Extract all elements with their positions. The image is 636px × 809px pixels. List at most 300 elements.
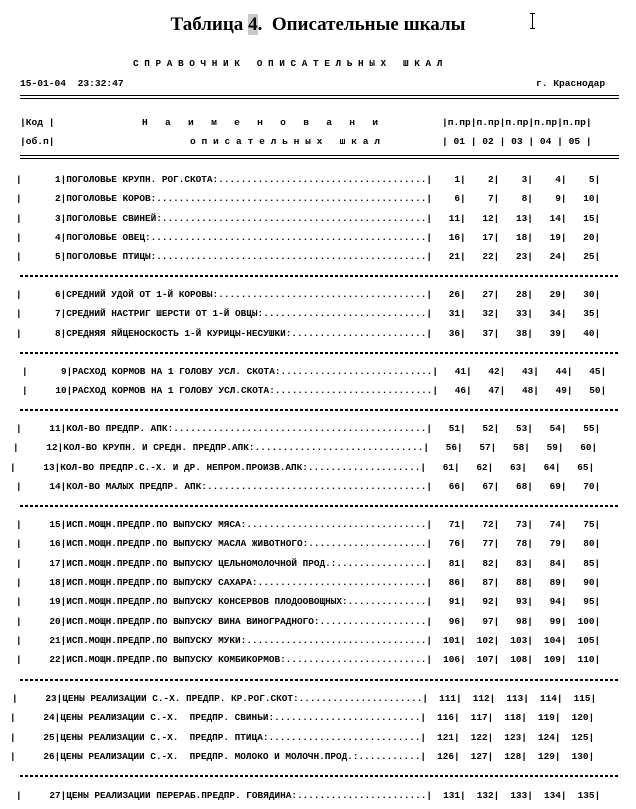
cell-separator: | [493, 174, 500, 185]
row-value-05: 120 [571, 712, 589, 724]
row-value-05: 80 [583, 538, 595, 550]
row-code: 13 [43, 461, 55, 473]
cell-separator: | [490, 442, 497, 454]
header-name-line2: о п и с а т е л ь н ы х ш к а л [190, 136, 380, 147]
cell-separator: | [456, 693, 462, 704]
row-name-cell [66, 790, 426, 802]
cell-separator: | [460, 289, 466, 300]
row-value-03: 53 [516, 423, 528, 434]
cell-separator: | [426, 654, 432, 666]
row-border: | [16, 308, 22, 320]
cell-separator: | [426, 576, 432, 588]
row-code: 21 [49, 634, 61, 646]
row-code: 10 [55, 385, 67, 397]
row-separator: | [56, 693, 63, 704]
row-name-cell [66, 538, 426, 550]
caption-suffix: . Описательные шкалы [257, 14, 466, 35]
group-separator [20, 505, 620, 507]
row-border: | [588, 731, 595, 743]
row-code: 20 [49, 615, 61, 627]
row-name: КОЛ-ВО МАЛЫХ ПРЕДПР. АПК: [66, 480, 207, 492]
row-value-04: 24 [549, 251, 561, 263]
row-value-01: 81 [448, 557, 460, 569]
table-row [16, 423, 600, 435]
row-separator: | [60, 174, 67, 185]
row-name-cell [66, 654, 426, 666]
row-value-04: 14 [549, 212, 561, 224]
cell-separator: | [460, 174, 466, 185]
row-border: | [16, 327, 22, 339]
cell-separator: | [493, 423, 500, 434]
cell-separator: | [560, 654, 567, 666]
row-value-04: 49 [555, 385, 567, 397]
table-row [16, 213, 600, 225]
row-value-05: 10 [583, 193, 595, 205]
row-name-cell [66, 328, 426, 340]
cell-separator: | [527, 576, 533, 588]
row-border: | [590, 693, 597, 704]
row-border: | [594, 790, 601, 801]
row-value-03: 118 [504, 712, 522, 724]
cell-separator: | [459, 251, 466, 263]
cell-separator: | [487, 461, 494, 473]
cell-separator: | [524, 442, 530, 454]
row-name: ИСП.МОЩН.ПРЕДПР.ПО ВЫПУСКУ САХАРА: [66, 576, 258, 588]
cell-separator: | [432, 385, 438, 397]
row-code: 11 [49, 423, 61, 434]
cell-separator: | [566, 366, 573, 377]
table-row [16, 596, 600, 608]
cell-separator: | [493, 576, 500, 588]
cell-separator: | [460, 327, 466, 339]
row-border: | [16, 557, 22, 569]
cell-separator: | [454, 461, 460, 473]
row-name-cell [66, 423, 426, 435]
row-name: ЦЕНЫ РЕАЛИЗАЦИИ С.-Х. ПРЕДПР. СВИНЬИ: [60, 712, 275, 724]
row-value-04: 79 [549, 538, 561, 550]
row-leader-dots: ............................. [263, 308, 427, 320]
cell-separator: | [556, 693, 563, 704]
row-leader-dots: ................................ [246, 519, 427, 530]
row-value-03: 3 [521, 174, 528, 185]
row-value-02: 77 [482, 538, 494, 550]
row-leader-dots: .......................... [274, 712, 421, 724]
cell-separator: | [533, 385, 539, 397]
row-separator: | [57, 442, 64, 454]
row-separator: | [66, 385, 73, 397]
row-code: 9 [61, 366, 67, 377]
row-code: 1 [55, 174, 61, 185]
row-name: ИСП.МОЩН.ПРЕДПР.ПО ВЫПУСКУ МЯСА: [66, 519, 247, 530]
row-border: | [16, 538, 22, 550]
row-code: 24 [43, 712, 55, 724]
row-name: СРЕДНИЙ НАСТРИГ ШЕРСТИ ОТ 1-Й ОВЦЫ: [66, 308, 264, 320]
cell-separator: | [527, 289, 533, 300]
row-border: | [594, 231, 601, 243]
row-value-02: 7 [487, 193, 494, 205]
row-value-02: 27 [482, 289, 494, 300]
row-border: | [600, 385, 607, 397]
row-leader-dots: ................ [336, 557, 427, 569]
row-value-01: 11 [448, 212, 460, 224]
row-name: ИСП.МОЩН.ПРЕДПР.ПО ВЫПУСКУ КОНСЕРВОВ ПЛОДООВОЩНЫХ: [66, 596, 348, 608]
row-value-04: 129 [538, 750, 555, 762]
row-border: | [16, 634, 22, 646]
row-value-02: 102 [476, 634, 494, 646]
row-value-01: 6 [454, 193, 460, 205]
row-value-01: 41 [454, 366, 466, 377]
row-value-02: 132 [476, 790, 494, 801]
row-value-02: 32 [482, 308, 494, 320]
table-row [16, 635, 600, 647]
row-border: | [588, 461, 595, 473]
row-value-02: 117 [470, 712, 488, 724]
row-name-cell [66, 193, 426, 205]
row-value-04: 39 [549, 327, 561, 339]
row-name-cell [66, 232, 426, 244]
row-name: ИСП.МОЩН.ПРЕДПР.ПО ВЫПУСКУ ВИНА ВИНОГРАДНОГО: [66, 615, 320, 627]
cell-separator: | [554, 461, 561, 473]
row-leader-dots: ............................................... [161, 212, 427, 224]
group-separator [20, 775, 620, 777]
table-row [16, 577, 600, 589]
cell-separator: | [460, 654, 466, 666]
row-separator: | [60, 251, 67, 263]
cell-separator: | [432, 366, 438, 377]
row-value-05: 125 [571, 731, 589, 743]
cell-separator: | [426, 212, 432, 224]
row-name: СРЕДНЯЯ ЯЙЦЕНОСКОСТЬ 1-Й КУРИЦЫ-НЕСУШКИ: [66, 327, 292, 339]
cell-separator: | [493, 538, 500, 550]
row-value-04: 44 [555, 366, 567, 377]
row-name-cell [66, 289, 426, 301]
table-row [22, 366, 606, 378]
row-value-04: 124 [538, 731, 555, 743]
cell-separator: | [454, 731, 460, 743]
report-title: С П Р А В О Ч Н И К О П И С А Т Е Л Ь Н Ы Х Ш К А Л [133, 58, 443, 69]
row-separator: | [54, 731, 61, 743]
row-value-01: 96 [448, 615, 460, 627]
row-value-01: 51 [448, 423, 460, 434]
row-border: | [22, 366, 28, 377]
row-separator: | [54, 712, 61, 724]
row-value-03: 113 [506, 693, 524, 704]
cell-separator: | [527, 423, 533, 434]
row-value-03: 133 [510, 790, 528, 801]
row-leader-dots: ................... [319, 615, 427, 627]
cell-separator: | [420, 750, 426, 762]
row-border: | [594, 193, 601, 205]
row-name-cell [66, 635, 426, 647]
cell-separator: | [560, 174, 567, 185]
table-row [16, 193, 600, 205]
row-value-01: 31 [448, 308, 460, 320]
row-border: | [16, 576, 22, 588]
cell-separator: | [426, 251, 432, 263]
row-leader-dots: ............................................. [173, 423, 427, 434]
row-name-cell [62, 693, 422, 705]
cell-separator: | [420, 461, 426, 473]
group-separator [20, 409, 620, 411]
cell-separator: | [560, 231, 567, 243]
cell-separator: | [456, 442, 463, 454]
row-border: | [594, 615, 601, 627]
table-row [16, 232, 600, 244]
row-code: 5 [55, 251, 61, 263]
row-value-04: 109 [544, 654, 561, 666]
header-code-line1: |Код | [20, 117, 55, 128]
row-name: ИСП.МОЩН.ПРЕДПР.ПО ВЫПУСКУ МУКИ: [66, 634, 247, 646]
row-border: | [10, 712, 16, 724]
cell-separator: | [527, 480, 533, 492]
row-value-04: 19 [549, 231, 561, 243]
cell-separator: | [527, 557, 533, 569]
row-value-02: 92 [482, 596, 494, 608]
row-border: | [16, 251, 22, 263]
row-border: | [588, 712, 595, 724]
cell-separator: | [493, 193, 500, 205]
row-border: | [594, 289, 601, 300]
row-value-03: 83 [516, 557, 528, 569]
row-value-03: 8 [521, 193, 528, 205]
row-code: 12 [46, 442, 58, 454]
row-leader-dots: .................... [307, 461, 421, 473]
cell-separator: | [527, 251, 533, 263]
cell-separator: | [560, 576, 567, 588]
row-separator: | [54, 461, 61, 473]
row-value-01: 36 [448, 327, 460, 339]
row-value-01: 76 [448, 538, 460, 550]
row-leader-dots: ........................ [291, 327, 427, 339]
row-border: | [16, 289, 22, 300]
row-leader-dots: .............. [347, 596, 427, 608]
row-name: ИСП.МОЩН.ПРЕДПР.ПО ВЫПУСКУ МАСЛА ЖИВОТНОГО: [66, 538, 309, 550]
table-row [16, 308, 600, 320]
row-value-03: 123 [504, 731, 522, 743]
cell-separator: | [426, 193, 432, 205]
row-name-cell [72, 385, 432, 397]
row-separator: | [60, 480, 67, 492]
row-value-02: 62 [476, 461, 488, 473]
cell-separator: | [493, 790, 500, 801]
cell-separator: | [459, 519, 466, 530]
header-rule-top-2 [20, 98, 619, 99]
row-border: | [16, 174, 22, 185]
row-name: ПОГОЛОВЬЕ КОРОВ: [66, 193, 157, 205]
cell-separator: | [426, 289, 432, 300]
row-code: 18 [49, 576, 61, 588]
row-value-02: 72 [482, 519, 494, 530]
row-name: ЦЕНЫ РЕАЛИЗАЦИИ С.-Х. ПРЕДПР. ПТИЦА: [60, 731, 269, 743]
row-border: | [13, 442, 19, 454]
row-value-01: 61 [442, 461, 454, 473]
table-row [10, 462, 594, 474]
cell-separator: | [426, 519, 432, 530]
table-row [16, 328, 600, 340]
row-separator: | [60, 790, 67, 801]
row-border: | [16, 480, 22, 492]
row-value-01: 101 [443, 634, 460, 646]
row-leader-dots: ...................... [298, 693, 423, 704]
row-value-03: 28 [516, 289, 528, 300]
row-border: | [594, 654, 601, 666]
row-separator: | [60, 654, 67, 666]
cell-separator: | [454, 712, 460, 724]
row-code: 16 [49, 538, 61, 550]
row-value-02: 87 [482, 576, 494, 588]
row-value-05: 50 [589, 385, 601, 397]
row-value-05: 135 [577, 790, 595, 801]
cell-separator: | [521, 461, 527, 473]
header-name-line1: Н а и м е н о в а н и [142, 117, 379, 128]
row-border: | [16, 231, 22, 243]
row-value-03: 128 [504, 750, 522, 762]
row-separator: | [60, 212, 67, 224]
row-code: 4 [55, 231, 61, 243]
cell-separator: | [560, 634, 567, 646]
document-caption [0, 14, 636, 36]
cell-separator: | [527, 538, 533, 550]
row-name: ЦЕНЫ РЕАЛИЗАЦИИ С.-Х. ПРЕДПР. МОЛОКО И МОЛОЧН.ПРОД.: [60, 750, 359, 762]
row-value-02: 122 [470, 731, 488, 743]
row-border: | [16, 596, 22, 608]
header-rule-bottom-2 [20, 158, 619, 159]
row-value-05: 55 [583, 423, 595, 434]
cell-separator: | [560, 596, 567, 608]
row-name-cell [66, 577, 426, 589]
table-row [16, 616, 600, 628]
row-value-01: 16 [448, 231, 460, 243]
row-separator: | [60, 538, 67, 550]
row-name: РАСХОД КОРМОВ НА 1 ГОЛОВУ УСЛ.СКОТА: [72, 385, 275, 397]
cell-separator: | [493, 654, 500, 666]
cell-separator: | [560, 557, 567, 569]
row-value-01: 21 [448, 251, 460, 263]
row-value-01: 56 [445, 442, 457, 454]
row-value-02: 107 [476, 654, 494, 666]
cell-separator: | [487, 750, 494, 762]
row-border: | [594, 212, 601, 224]
row-name: ПОГОЛОВЬЕ ОВЕЦ: [66, 231, 151, 243]
cell-separator: | [521, 731, 527, 743]
table-row [10, 751, 594, 763]
cell-separator: | [460, 423, 466, 434]
row-value-05: 100 [577, 615, 595, 627]
row-name: СРЕДНИЙ УДОЙ ОТ 1-Й КОРОВЫ: [66, 289, 219, 300]
row-border: | [10, 731, 16, 743]
cell-separator: | [454, 750, 460, 762]
cell-separator: | [527, 327, 533, 339]
row-separator: | [60, 519, 67, 530]
row-border: | [588, 750, 595, 762]
row-separator: | [60, 289, 67, 300]
row-value-05: 70 [583, 480, 595, 492]
row-code: 7 [55, 308, 61, 320]
cell-separator: | [422, 693, 428, 704]
row-separator: | [60, 231, 67, 243]
row-value-01: 121 [437, 731, 454, 743]
cell-separator: | [560, 289, 567, 300]
row-value-05: 25 [583, 251, 595, 263]
report-datetime: 15-01-04 23:32:47 [20, 78, 124, 89]
row-value-04: 4 [555, 174, 561, 185]
row-value-03: 63 [510, 461, 522, 473]
cell-separator: | [459, 596, 466, 608]
row-value-03: 108 [510, 654, 528, 666]
cell-separator: | [426, 327, 432, 339]
row-separator: | [60, 615, 67, 627]
row-border: | [594, 423, 601, 434]
cell-separator: | [460, 615, 466, 627]
row-code: 19 [49, 596, 61, 608]
row-value-05: 35 [583, 308, 595, 320]
row-value-03: 13 [516, 212, 528, 224]
row-code: 22 [49, 654, 61, 666]
caption-number: 4 [248, 14, 258, 35]
row-value-03: 58 [513, 442, 525, 454]
row-value-05: 95 [583, 596, 595, 608]
cell-separator: | [521, 750, 527, 762]
row-value-03: 38 [516, 327, 528, 339]
cell-separator: | [493, 289, 500, 300]
row-leader-dots: ................................................ [156, 251, 427, 263]
cell-separator: | [527, 519, 533, 530]
row-separator: | [60, 327, 67, 339]
row-value-03: 23 [516, 251, 528, 263]
row-value-02: 82 [482, 557, 494, 569]
row-border: | [16, 790, 22, 801]
row-value-01: 71 [448, 519, 460, 530]
row-code: 17 [49, 557, 61, 569]
cell-separator: | [459, 557, 466, 569]
row-leader-dots: ............................ [274, 385, 433, 397]
row-name-cell [66, 174, 426, 186]
group-separator [20, 352, 620, 354]
row-name-cell [63, 442, 423, 454]
row-name: ПОГОЛОВЬЕ СВИНЕЙ: [66, 212, 162, 224]
row-value-01: 106 [443, 654, 460, 666]
row-border: | [16, 212, 22, 224]
row-code: 27 [49, 790, 61, 801]
row-code: 25 [43, 731, 55, 743]
row-value-01: 1 [454, 174, 460, 185]
row-leader-dots: ........................... [280, 366, 433, 377]
group-separator [20, 275, 620, 277]
row-code: 6 [55, 289, 61, 300]
row-separator: | [60, 557, 67, 569]
row-name: ИСП.МОЩН.ПРЕДПР.ПО ВЫПУСКУ КОМБИКОРМОВ: [66, 654, 286, 666]
row-value-04: 84 [549, 557, 561, 569]
row-value-05: 90 [583, 576, 595, 588]
row-value-02: 37 [482, 327, 494, 339]
table-row [12, 693, 596, 705]
row-name-cell [66, 519, 426, 531]
row-code: 23 [45, 693, 57, 704]
cell-separator: | [499, 385, 506, 397]
cell-separator: | [527, 790, 533, 801]
cell-separator: | [460, 538, 466, 550]
row-value-01: 91 [448, 596, 460, 608]
cell-separator: | [420, 731, 426, 743]
row-separator: | [60, 596, 67, 608]
row-border: | [10, 750, 16, 762]
row-border: | [594, 634, 601, 646]
cell-separator: | [426, 308, 432, 320]
row-border: | [594, 327, 601, 339]
row-value-04: 94 [549, 596, 561, 608]
row-name-cell [66, 481, 426, 493]
cell-separator: | [426, 480, 432, 492]
